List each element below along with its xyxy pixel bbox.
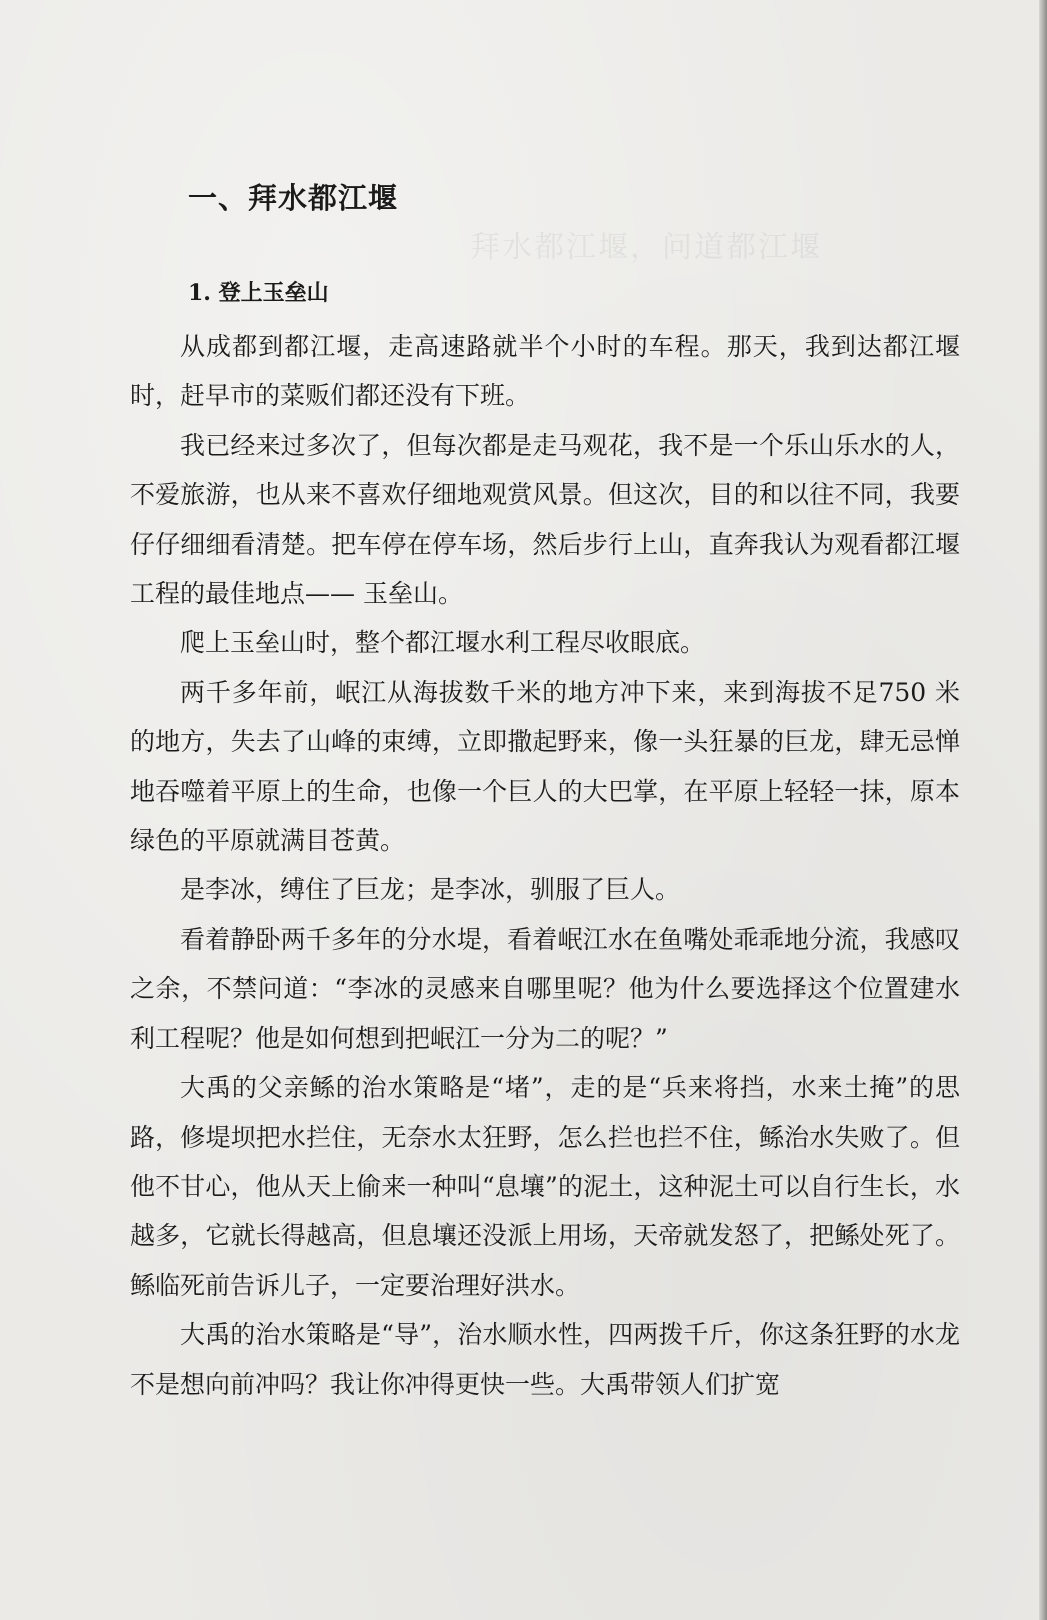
paragraph: 两千多年前，岷江从海拔数千米的地方冲下来，来到海拔不足750 米的地方，失去了山峰的束缚，立即撒起野来，像一头狂暴的巨龙，肆无忌惮地吞噬着平原上的生命，也像一个巨人的大巴掌，在平原上轻轻一抹，原本绿色的平原就满目苍黄。 [130,677,960,856]
body-text [130,322,960,1409]
paragraph: 看着静卧两千多年的分水堤，看着岷江水在鱼嘴处乖乖地分流，我感叹之余，不禁问道：“李冰的灵感来自哪里呢？他为什么要选择这个位置建水利工程呢？他是如何想到把岷江一分为二的呢？” [130,924,960,1053]
paragraph: 是李冰，缚住了巨龙；是李冰，驯服了巨人。 [180,875,681,905]
paragraph: 爬上玉垒山时，整个都江堰水利工程尽收眼底。 [180,628,706,658]
paragraph: 我已经来过多次了，但每次都是走马观花，我不是一个乐山乐水的人，不爱旅游，也从来不喜欢仔细地观赏风景。但这次，目的和以往不同，我要仔仔细细看清楚。把车停在停车场，然后步行上山，直奔我认为观看都江堰工程的最佳地点—— 玉垒山。 [130,430,960,609]
page-edge-shadow [1039,0,1047,1620]
paragraph: 大禹的治水策略是“导”，治水顺水性，四两拨千斤，你这条狂野的水龙不是想向前冲吗？我让你冲得更快一些。大禹带领人们扩宽 [130,1320,960,1399]
bleed-through-text: 拜水都江堰，问道都江堰 [470,230,822,265]
paragraph: 大禹的父亲鲧的治水策略是“堵”，走的是“兵来将挡，水来土掩”的思路，修堤坝把水拦住，无奈水太狂野，怎么拦也拦不住，鲧治水失败了。但他不甘心，他从天上偷来一种叫“息壤”的泥土，这种泥土可以自行生长，水越多，它就长得越高，但息壤还没派上用场，天帝就发怒了，把鲧处死了。鲧临死前告诉儿子，一定要治理好洪水。 [130,1073,960,1300]
paragraph: 从成都到都江堰，走高速路就半个小时的车程。那天，我到达都江堰时，赶早市的菜贩们都还没有下班。 [130,332,960,411]
section-title: 1. 登上玉垒山 [188,280,329,306]
chapter-title: 一、拜水都江堰 [188,181,399,215]
